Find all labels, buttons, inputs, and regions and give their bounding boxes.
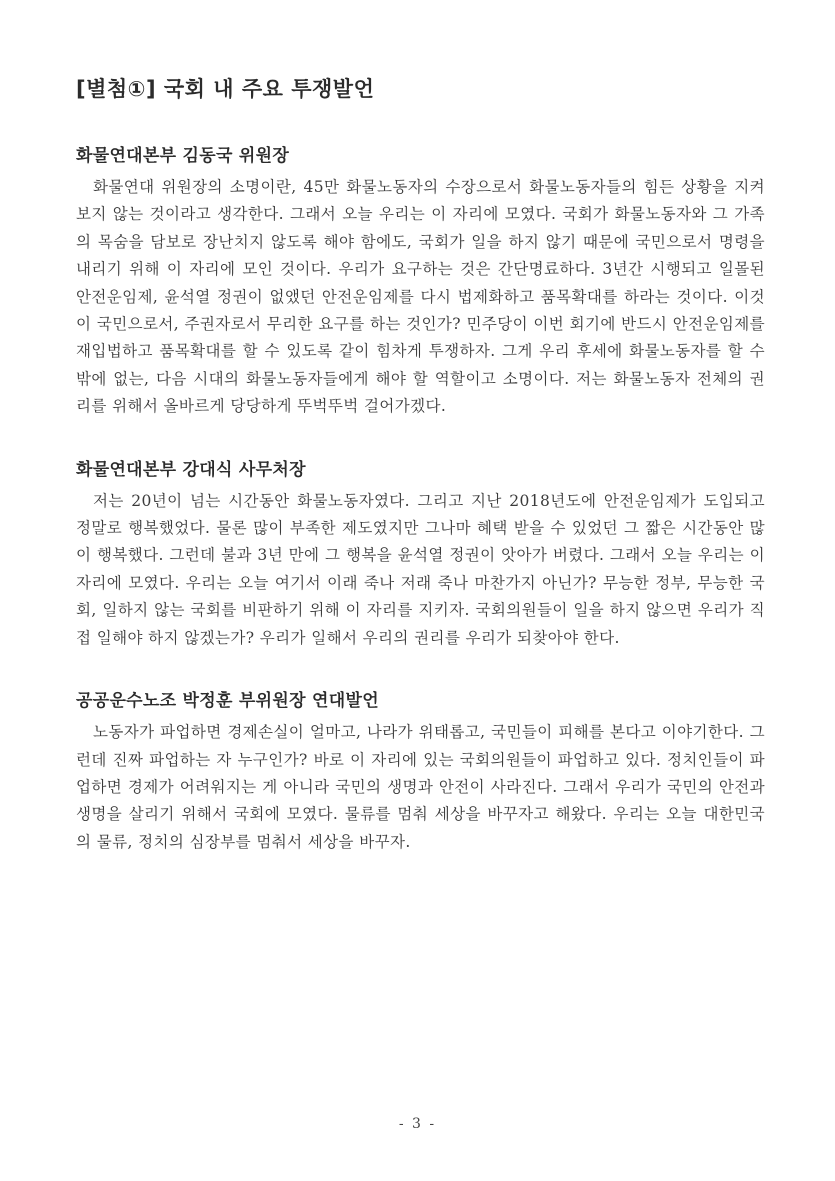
section-body-kang-daesik: 저는 20년이 넘는 시간동안 화물노동자였다. 그리고 지난 2018년도에 안전운임제가 도입되고 정말로 행복했었다. 물론 많이 부족한 제도였지만 그나마 혜택 받을 수 있었던 그 짧은 시간동안 많이 행복했다. 그런데 불과 3년 만에 그 행복을 윤석열 정권이 앗아가 버렸다. 그래서 오늘 우리는 이 자리에 모였다. 우리는 오늘 여기서 이래 죽나 저래 죽나 마찬가지 아닌가? 무능한 정부, 무능한 국회, 일하지 않는 국회를 비판하기 위해 이 자리를 지키자. 국회의원들이 일을 하지 않으면 우리가 직접 일해야 하지 않겠는가? 우리가 일해서 우리의 권리를 우리가 되찾아야 한다. xyxy=(76,491,765,647)
section-body-park-jeonghun: 노동자가 파업하면 경제손실이 얼마고, 나라가 위태롭고, 국민들이 피해를 본다고 이야기한다. 그런데 진짜 파업하는 자 누구인가? 바로 이 자리에 있는 국회의원들이 파업하고 있다. 정치인들이 파업하면 경제가 어려워지는 게 아니라 국민의 생명과 안전이 사라진다. 그래서 우리가 국민의 안전과 생명을 살리기 위해서 국회에 모였다. 물류를 멈춰 세상을 바꾸자고 해왔다. 우리는 오늘 대한민국의 물류, 정치의 심장부를 멈춰서 세상을 바꾸자. xyxy=(76,723,765,851)
speech-section-kim-dongguk xyxy=(76,141,765,421)
section-heading-park-jeonghun: 공공운수노조 박정훈 부위원장 연대발언 xyxy=(76,691,379,712)
speech-section-kang-daesik xyxy=(76,455,765,652)
speech-section-park-jeonghun xyxy=(76,686,765,856)
page-number: - 3 - xyxy=(398,1116,437,1132)
section-heading-kim-dongguk: 화물연대본부 김동국 위원장 xyxy=(76,146,290,166)
section-body-kim-dongguk: 화물연대 위원장의 소명이란, 45만 화물노동자의 수장으로서 화물노동자들의 힘든 상황을 지켜보지 않는 것이라고 생각한다. 그래서 오늘 우리는 이 자리에 모였다. 국회가 화물노동자와 그 가족의 목숨을 담보로 장난치지 않도록 해야 함에도, 국회가 일을 하지 않기 때문에 국민으로서 명령을 내리기 위해 이 자리에 모인 것이다. 우리가 요구하는 것은 간단명료하다. 3년간 시행되고 일몰된 안전운임제, 윤석열 정권이 없앴던 안전운임제를 다시 법제화하고 품목확대를 하라는 것이다. 이것이 국민으로서, 주권자로서 무리한 요구를 하는 것인가? 민주당이 이번 회기에 반드시 안전운임제를 재입법하고 품목확대를 할 수 있도록 같이 힘차게 투쟁하자. 그게 우리 후세에 화물노동자를 할 수밖에 없는, 다음 시대의 화물노동자들에게 해야 할 역할이고 소명이다. 저는 화물노동자 전체의 권리를 위해서 올바르게 당당하게 뚜벅뚜벅 걸어가겠다. xyxy=(76,178,765,416)
page-title: [별첨①] 국회 내 주요 투쟁발언 xyxy=(76,77,375,101)
section-heading-kang-daesik: 화물연대본부 강대식 사무처장 xyxy=(76,459,306,480)
